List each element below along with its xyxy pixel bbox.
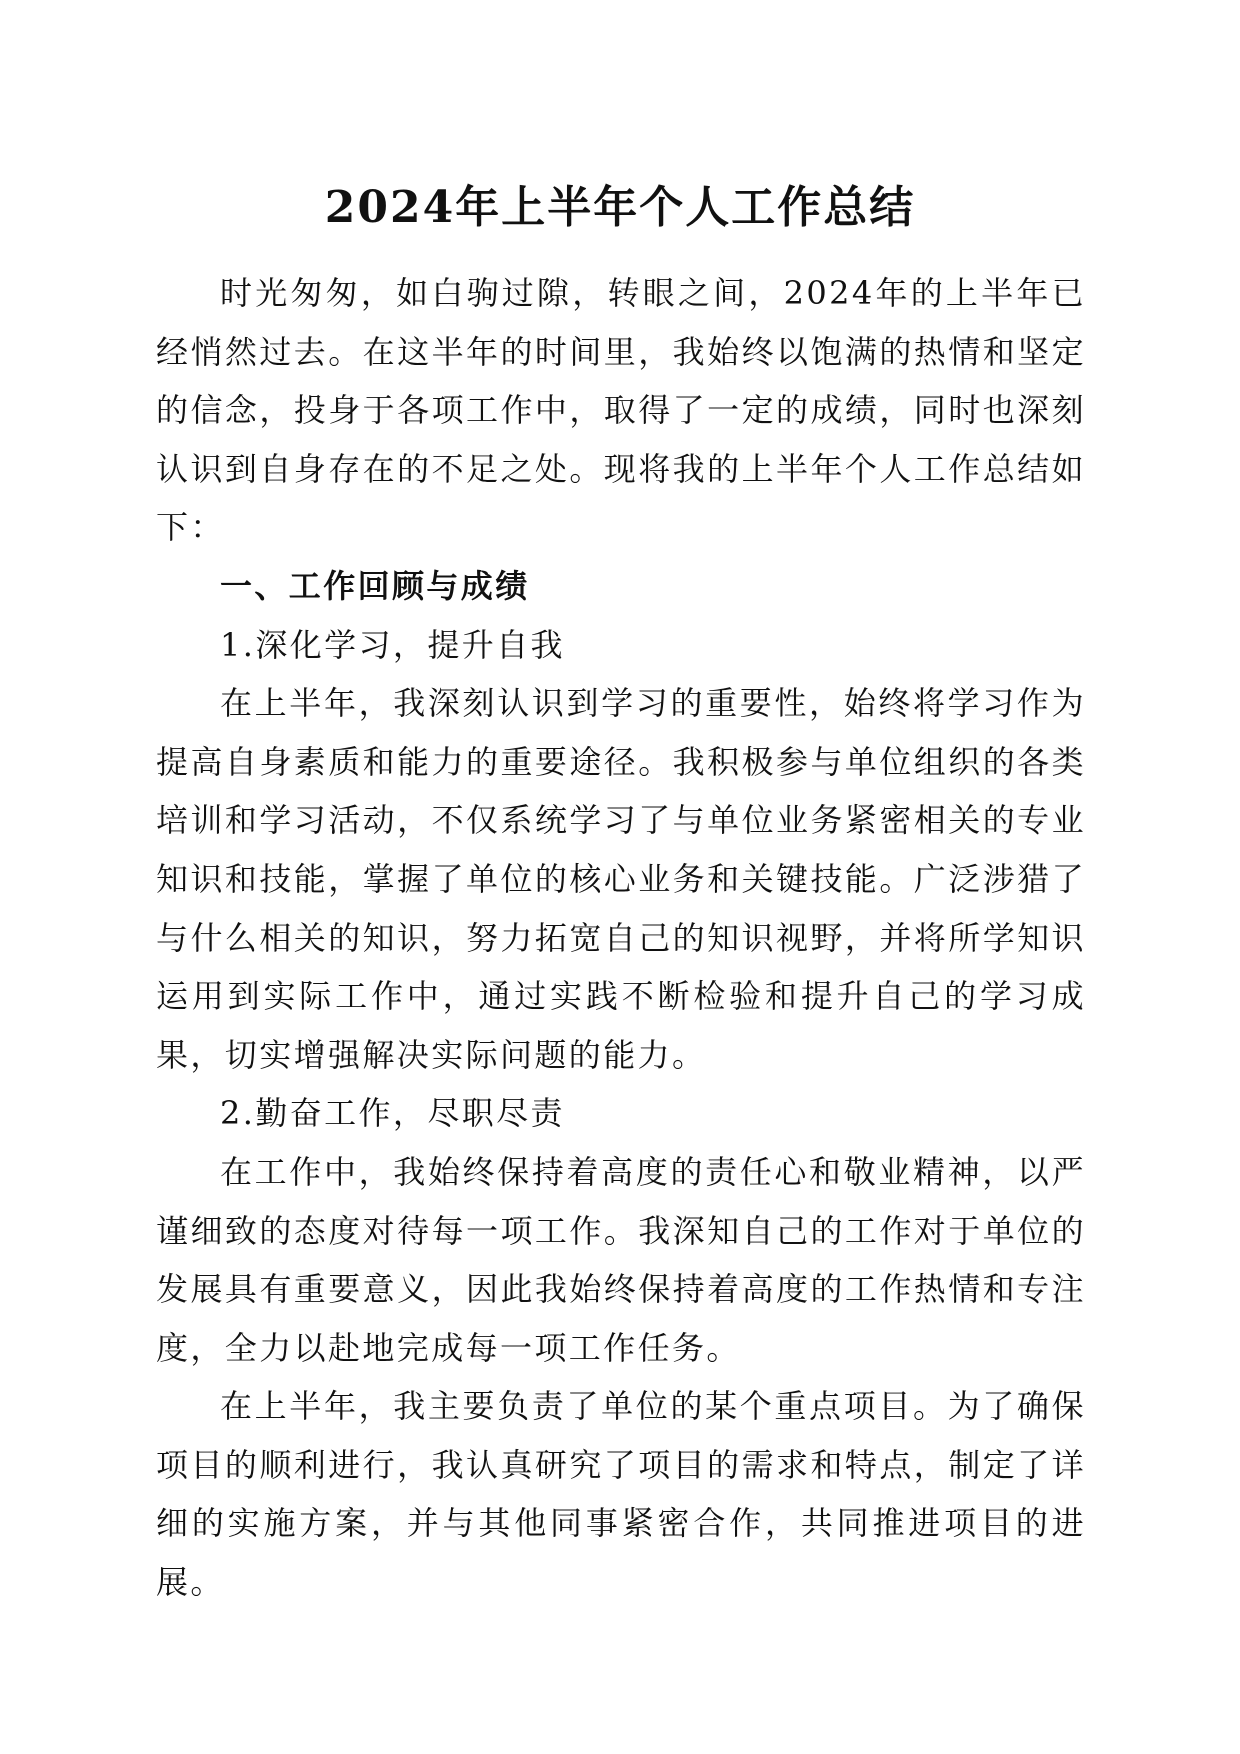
paragraph-work: 在工作中，我始终保持着高度的责任心和敬业精神，以严谨细致的态度对待每一项工作。我深知自己的工作对于单位的发展具有重要意义，因此我始终保持着高度的工作热情和专注度，全力以赴地完成每一项工作任务。 bbox=[156, 1152, 1086, 1367]
document-body bbox=[156, 264, 1086, 1612]
paragraph-study: 在上半年，我深刻认识到学习的重要性，始终将学习作为提高自身素质和能力的重要途径。我积极参与单位组织的各类培训和学习活动，不仅系统学习了与单位业务紧密相关的专业知识和技能，掌握了单位的核心业务和关键技能。广泛涉猎了与什么相关的知识，努力拓宽自己的知识视野，并将所学知识运用到实际工作中，通过实践不断检验和提升自己的学习成果，切实增强解决实际问题的能力。 bbox=[156, 684, 1086, 1074]
document-title: 2024年上半年个人工作总结 bbox=[324, 182, 916, 233]
subsection-heading-1: 1.深化学习，提升自我 bbox=[220, 625, 565, 664]
paragraph-project: 在上半年，我主要负责了单位的某个重点项目。为了确保项目的顺利进行，我认真研究了项目的需求和特点，制定了详细的实施方案，并与其他同事紧密合作，共同推进项目的进展。 bbox=[156, 1387, 1086, 1602]
intro-paragraph: 时光匆匆，如白驹过隙，转眼之间，2024年的上半年已经悄然过去。在这半年的时间里，我始终以饱满的热情和坚定的信念，投身于各项工作中，取得了一定的成绩，同时也深刻认识到自身存在的不足之处。现将我的上半年个人工作总结如下： bbox=[156, 274, 1086, 547]
subsection-heading-2: 2.勤奋工作，尽职尽责 bbox=[220, 1094, 565, 1133]
section-heading-1: 一、工作回顾与成绩 bbox=[220, 566, 530, 605]
